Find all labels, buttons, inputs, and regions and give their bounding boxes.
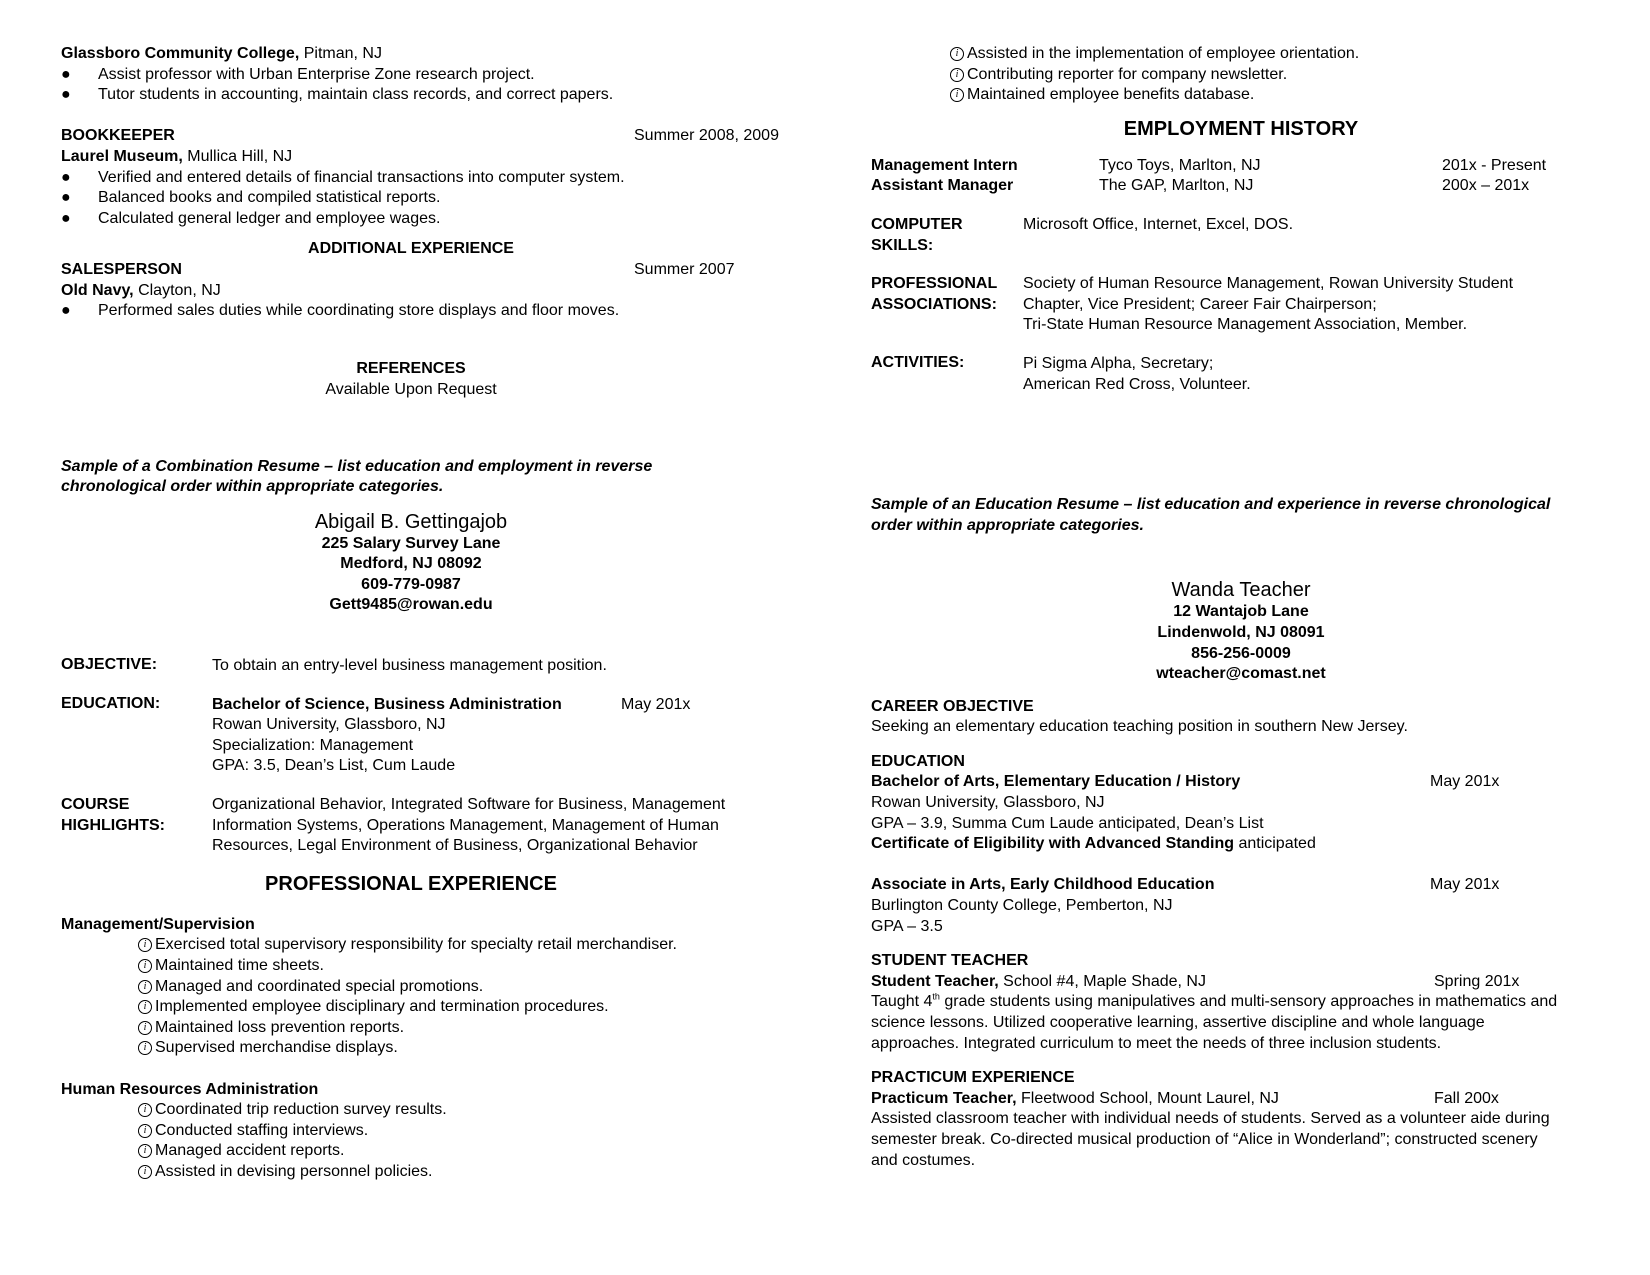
employment-row: Assistant Manager The GAP, Marlton, NJ 200x – 201x: [871, 177, 1530, 195]
street-address: 12 Wantajob Lane: [1173, 603, 1309, 621]
career-objective-text: Seeking an elementary education teaching position in southern New Jersey.: [871, 718, 1408, 736]
right-column: [871, 44, 1611, 1171]
street-address: 225 Salary Survey Lane: [321, 534, 501, 552]
references-text: Available Upon Request: [325, 380, 497, 398]
list-item: i Implemented employee disciplinary and termination procedures.: [138, 997, 821, 1018]
activities-section: ACTIVITIES: Pi Sigma Alpha, Secretary; American Red Cross, Volunteer.: [871, 353, 1251, 393]
list-item: i Maintained loss prevention reports.: [138, 1018, 821, 1039]
list-item: i Managed accident reports.: [138, 1141, 821, 1162]
certificate-line: Certificate of Eligibility with Advanced Standing anticipated: [871, 835, 1316, 853]
degree-row: Bachelor of Arts, Elementary Education / History May 201x: [871, 773, 1500, 791]
phone: 609-779-0987: [361, 575, 461, 593]
gcc-header: Glassboro Community College, Pitman, NJ: [61, 45, 382, 62]
education-heading: EDUCATION: [871, 752, 965, 770]
list-item: ● Verified and entered details of financial transactions into computer system.: [61, 168, 625, 186]
student-teacher-desc: approaches. Integrated curriculum to meet the needs of three inclusion students.: [871, 1034, 1442, 1052]
education-line: GPA – 3.5: [871, 917, 943, 935]
hr-title: Human Resources Administration: [61, 1080, 319, 1098]
practicum-heading: PRACTICUM EXPERIENCE: [871, 1069, 1075, 1087]
list-item: ● Tutor students in accounting, maintain class records, and correct papers.: [61, 86, 614, 104]
list-item: ● Balanced books and compiled statistical reports.: [61, 189, 441, 207]
practicum-desc: and costumes.: [871, 1151, 976, 1169]
practicum-desc: Assisted classroom teacher with individual needs of students. Served as a volunteer aide during: [871, 1110, 1550, 1128]
associations-section: PROFESSIONAL ASSOCIATIONS: Society of Human Resource Management, Rowan University Student Chapter, Vice President; Career Fair Chairperson; Tri-State Human Resource Management Association, Member.: [871, 275, 1514, 334]
mgmt-title: Management/Supervision: [61, 915, 255, 933]
sample-note: Sample of an Education Resume – list education and experience in reverse chronological: [871, 496, 1551, 514]
student-teacher-desc: science lessons. Utilized cooperative learning, assertive discipline and whole language: [871, 1014, 1485, 1031]
email: wteacher@comast.net: [1156, 665, 1326, 683]
additional-heading: ADDITIONAL EXPERIENCE: [308, 240, 514, 258]
sample-note: order within appropriate categories.: [871, 516, 1144, 534]
objective-section: OBJECTIVE: To obtain an entry-level business management position.: [61, 656, 607, 675]
references-heading: REFERENCES: [356, 360, 466, 378]
practicum-desc: semester break. Co-directed musical production of “Alice in Wonderland”; constructed scenery: [871, 1130, 1538, 1148]
left-column: [61, 44, 821, 1183]
hr-continued-list: [950, 44, 1611, 106]
applicant-name: Abigail B. Gettingajob: [314, 510, 508, 533]
email: Gett9485@rowan.edu: [329, 596, 493, 614]
applicant-name: Wanda Teacher: [1171, 579, 1311, 602]
student-teacher-role: Student Teacher, School #4, Maple Shade, NJ Spring 201x: [871, 972, 1520, 990]
education-section: EDUCATION: Bachelor of Science, Business Administration May 201x Rowan University, Glassboro, NJ Specialization: Management GPA: 3.5, Dean’s List, Cum Laude: [61, 694, 691, 775]
bookkeeper-title: BOOKKEEPER Summer 2008, 2009: [61, 127, 779, 145]
list-item: ● Calculated general ledger and employee wages.: [61, 209, 441, 227]
education-line: GPA – 3.9, Summa Cum Laude anticipated, Dean’s List: [871, 814, 1264, 832]
list-item: i Managed and coordinated special promotions.: [138, 977, 821, 998]
course-highlights-section: COURSE HIGHLIGHTS: Organizational Behavior, Integrated Software for Business, Management Information Systems, Operations Management, Management of Human Resources, Legal Environment of Business, Organizational Behavior: [61, 796, 726, 855]
list-item: i Contributing reporter for company newsletter.: [950, 65, 1611, 86]
computer-skills-section: COMPUTER SKILLS: Microsoft Office, Internet, Excel, DOS.: [871, 215, 1294, 254]
list-item: ● Assist professor with Urban Enterprise Zone research project.: [61, 65, 535, 83]
hr-list: [138, 1100, 821, 1182]
bookkeeper-org: Laurel Museum, Mullica Hill, NJ: [61, 147, 293, 165]
practicum-role: Practicum Teacher, Fleetwood School, Mount Laurel, NJ Fall 200x: [871, 1089, 1499, 1107]
education-line: Rowan University, Glassboro, NJ: [871, 794, 1105, 812]
sample-note: chronological order within appropriate categories.: [61, 478, 444, 496]
list-item: ● Performed sales duties while coordinating store displays and floor moves.: [61, 302, 620, 320]
list-item: i Maintained employee benefits database.: [950, 85, 1611, 106]
degree-row: Associate in Arts, Early Childhood Education May 201x: [871, 876, 1500, 894]
list-item: i Exercised total supervisory responsibility for specialty retail merchandiser.: [138, 935, 821, 956]
phone: 856-256-0009: [1191, 644, 1291, 662]
salesperson-title: SALESPERSON Summer 2007: [61, 260, 735, 278]
list-item: i Conducted staffing interviews.: [138, 1121, 821, 1142]
city-address: Lindenwold, NJ 08091: [1157, 623, 1325, 641]
list-item: i Supervised merchandise displays.: [138, 1038, 821, 1059]
list-item: i Assisted in devising personnel policies.: [138, 1162, 821, 1183]
student-teacher-desc: Taught 4th grade students using manipulatives and multi-sensory approaches in mathematics and: [871, 992, 1558, 1011]
mgmt-list: [138, 935, 821, 1059]
sample-note: Sample of a Combination Resume – list education and employment in reverse: [61, 457, 653, 475]
list-item: i Assisted in the implementation of employee orientation.: [950, 44, 1611, 65]
employment-row: Management Intern Tyco Toys, Marlton, NJ 201x - Present: [871, 156, 1547, 174]
career-objective-heading: CAREER OBJECTIVE: [871, 697, 1034, 715]
education-line: Burlington County College, Pemberton, NJ: [871, 897, 1173, 915]
list-item: i Coordinated trip reduction survey results.: [138, 1100, 821, 1121]
list-item: i Maintained time sheets.: [138, 956, 821, 977]
student-teacher-heading: STUDENT TEACHER: [871, 952, 1029, 970]
employment-history-heading: EMPLOYMENT HISTORY: [1123, 117, 1359, 140]
salesperson-org: Old Navy, Clayton, NJ: [61, 281, 221, 299]
professional-experience-heading: PROFESSIONAL EXPERIENCE: [265, 872, 557, 895]
city-address: Medford, NJ 08092: [340, 555, 482, 573]
